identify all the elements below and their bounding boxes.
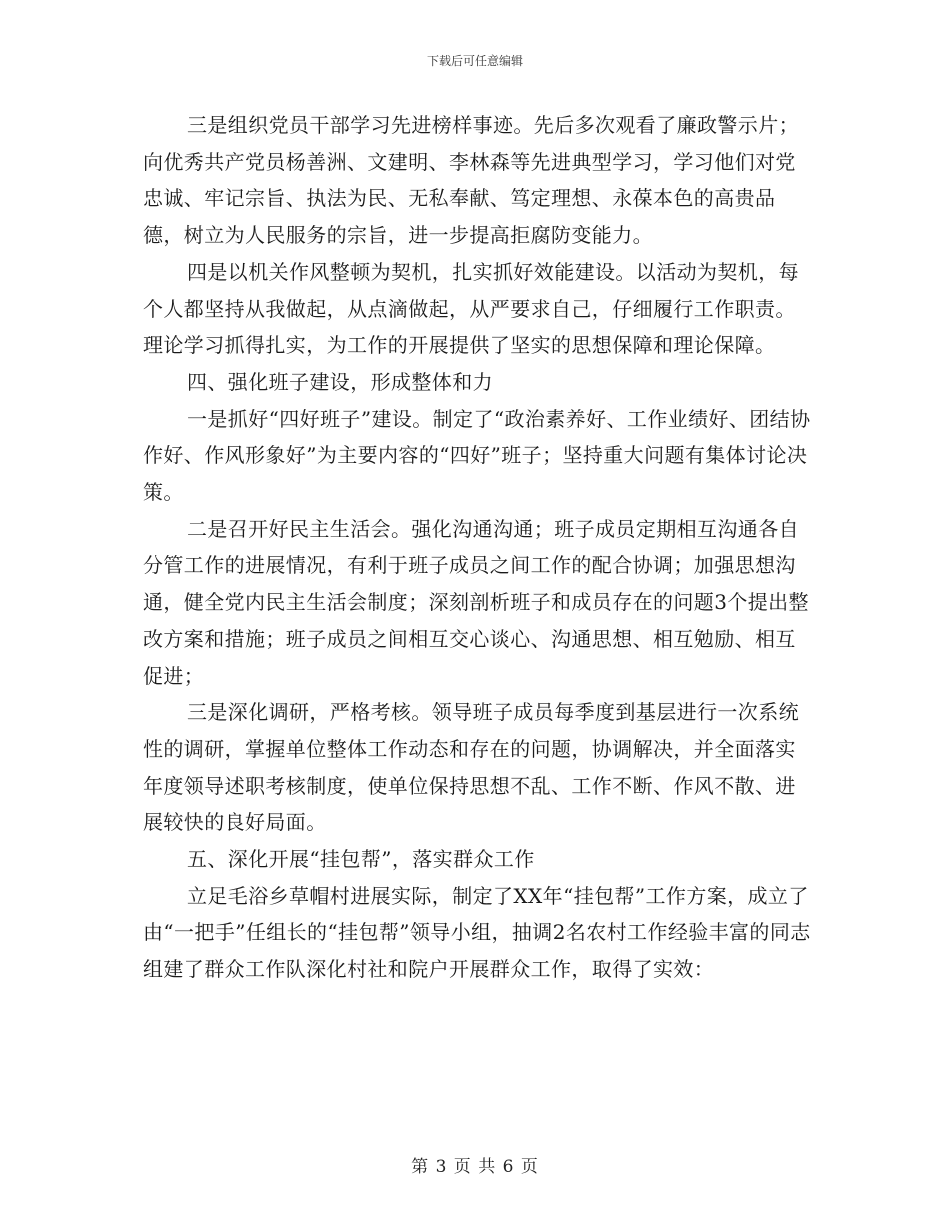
paragraph-democratic-life: 二是召开好民主生活会。强化沟通沟通；班子成员定期相互沟通各自分管工作的进展情况，有利于班子成员之间工作的配合协调；加强思想沟通，健全党内民主生活会制度；深刻剖析班子和成员存在的问题3个提出整改方案和措施；班子成员之间相互交心谈心、沟通思想、相互勉励、相互促进；: [143, 516, 809, 688]
section-heading-4: 四、强化班子建设，形成整体和力: [187, 369, 493, 394]
document-body: [143, 107, 811, 988]
page-number: 第 3 页 共 6 页: [411, 1157, 539, 1177]
paragraph-work-style: 四是以机关作风整顿为契机，扎实抓好效能建设。以活动为契机，每个人都坚持从我做起，从点滴做起，从严要求自己，仔细履行工作职责。理论学习抓得扎实，为工作的开展提供了坚实的思想保障和理论保障。: [143, 259, 799, 358]
section-heading-5: 五、深化开展“挂包帮”，落实群众工作: [187, 847, 535, 872]
paragraph-village-work: 立足毛浴乡草帽村进展实际，制定了XX年“挂包帮”工作方案，成立了由“一把手”任组长的“挂包帮”领导小组，抽调2名农村工作经验丰富的同志组建了群众工作队深化村社和院户开展群众工作，取得了实效：: [143, 883, 811, 982]
paragraph-four-good-team: 一是抓好“四好班子”建设。制定了“政治素养好、工作业绩好、团结协作好、作风形象好”为主要内容的“四好”班子；坚持重大问题有集体讨论决策。: [143, 406, 811, 505]
paragraph-role-models: 三是组织党员干部学习先进榜样事迹。先后多次观看了廉政警示片；向优秀共产党员杨善洲、文建明、李林森等先进典型学习，学习他们对党忠诚、牢记宗旨、执法为民、无私奉献、笃定理想、永葆本色的高贵品德，树立为人民服务的宗旨，进一步提高拒腐防变能力。: [143, 113, 799, 248]
paragraph-research-assessment: 三是深化调研，严格考核。领导班子成员每季度到基层进行一次系统性的调研，掌握单位整体工作动态和存在的问题，协调解决，并全面落实年度领导述职考核制度，使单位保持思想不乱、工作不断、作风不散、进展较快的良好局面。: [143, 700, 799, 835]
page-header-note: 下载后可任意编辑: [426, 54, 523, 68]
